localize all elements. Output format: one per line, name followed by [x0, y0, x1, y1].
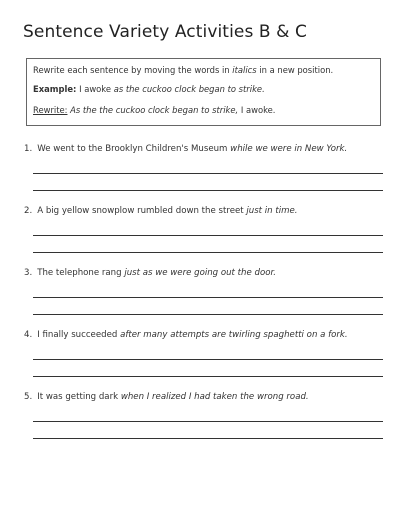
answer-line[interactable] — [33, 421, 383, 422]
answer-line[interactable] — [33, 297, 383, 298]
answer-line[interactable] — [33, 359, 383, 360]
instructions-text: Rewrite each sentence by moving the words in italics in a new position. — [33, 65, 334, 75]
question-4: 4. I finally succeeded after many attempts are twirling spaghetti on a fork. — [24, 330, 348, 340]
answer-line[interactable] — [33, 190, 383, 191]
answer-line[interactable] — [33, 252, 383, 253]
rewrite-example-text: Rewrite: As the the cuckoo clock began to strike, I awoke. — [33, 105, 276, 115]
example-text: Example: I awoke as the cuckoo clock began to strike. — [33, 84, 265, 94]
question-1: 1. We went to the Brooklyn Children's Museum while we were in New York. — [24, 144, 348, 154]
instructions-box — [26, 58, 381, 126]
answer-line[interactable] — [33, 173, 383, 174]
answer-line[interactable] — [33, 376, 383, 377]
question-3: 3. The telephone rang just as we were going out the door. — [24, 268, 276, 278]
question-2: 2. A big yellow snowplow rumbled down the street just in time. — [24, 206, 298, 216]
question-5: 5. It was getting dark when I realized I had taken the wrong road. — [24, 392, 309, 402]
page-title: Sentence Variety Activities B & C — [23, 22, 308, 42]
answer-line[interactable] — [33, 314, 383, 315]
answer-line[interactable] — [33, 235, 383, 236]
answer-line[interactable] — [33, 438, 383, 439]
